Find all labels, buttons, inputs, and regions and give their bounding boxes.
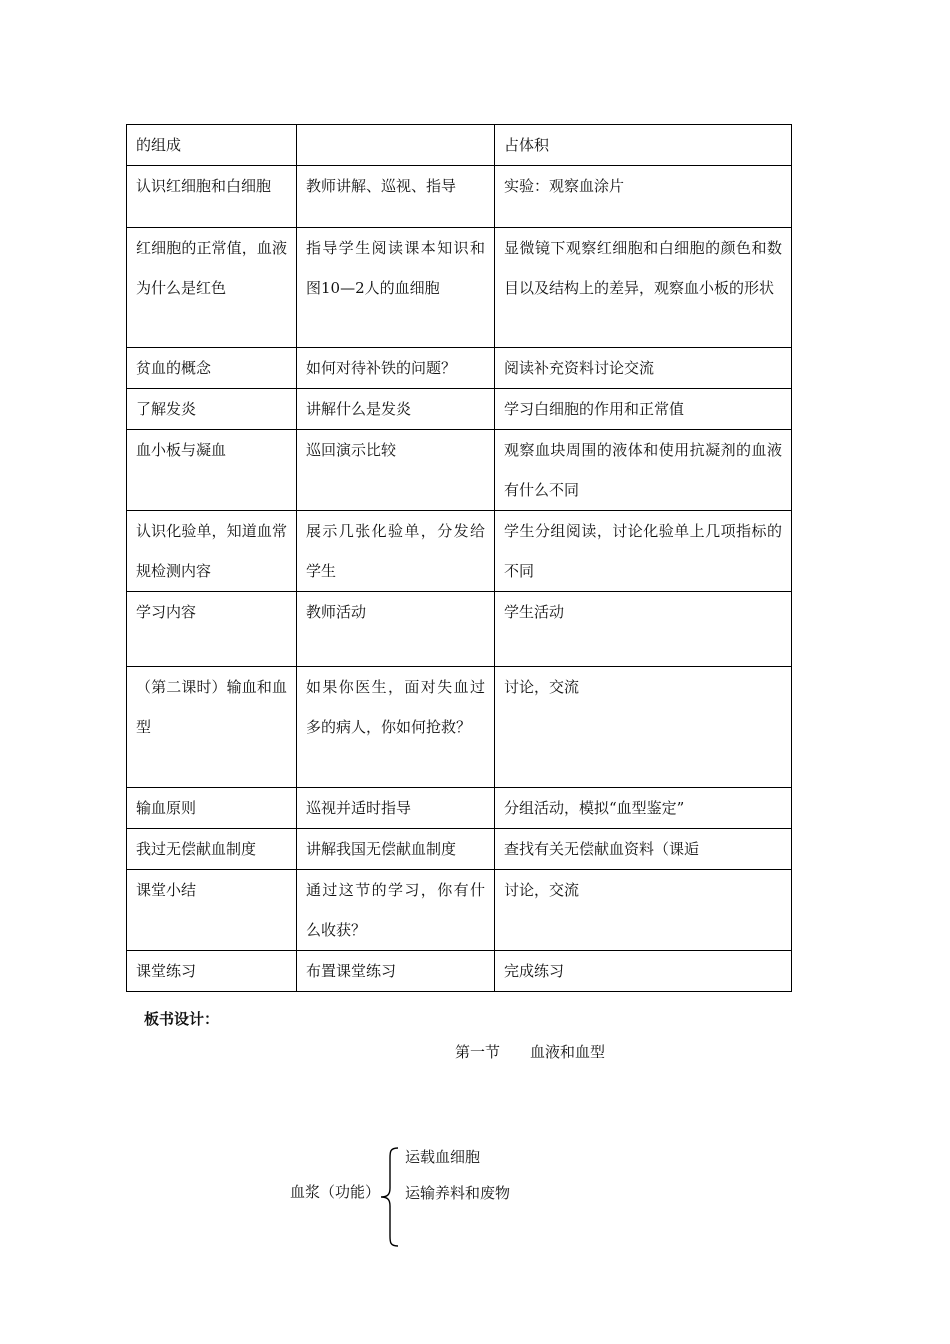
table-cell: 讲解我国无偿献血制度 [297, 829, 495, 870]
board-design-heading: 板书设计： [144, 1010, 220, 1028]
table-cell: 讲解什么是发炎 [297, 389, 495, 430]
plasma-label: 血浆（功能） [290, 1183, 381, 1201]
table-cell: 占体积 [495, 125, 792, 166]
table-cell: 查找有关无偿献血资料（课逅 [495, 829, 792, 870]
plasma-function-1: 运载血细胞 [405, 1148, 481, 1166]
table-cell: 输血原则 [127, 788, 297, 829]
table-cell: 显微镜下观察红细胞和白细胞的颜色和数目以及结构上的差异，观察血小板的形状 [495, 228, 792, 348]
plasma-function-2: 运输养料和废物 [405, 1184, 511, 1202]
table-row [127, 389, 792, 430]
table-row [127, 430, 792, 511]
table-row [127, 870, 792, 951]
table-cell: 通过这节的学习，你有什么收获？ [297, 870, 495, 951]
table-cell: 完成练习 [495, 951, 792, 992]
table-row [127, 829, 792, 870]
table-row [127, 125, 792, 166]
table-cell: 巡回演示比较 [297, 430, 495, 511]
table-cell: 学生分组阅读，讨论化验单上几项指标的不同 [495, 511, 792, 592]
table-cell: 讨论，交流 [495, 667, 792, 788]
table-cell: 如果你医生，面对失血过多的病人，你如何抢救？ [297, 667, 495, 788]
table-cell: 学习内容 [127, 592, 297, 667]
table-row [127, 788, 792, 829]
table-row [127, 511, 792, 592]
table-cell: 的组成 [127, 125, 297, 166]
table-row [127, 166, 792, 228]
table-cell [297, 125, 495, 166]
lesson-plan-table-body [127, 125, 792, 992]
table-cell: 指导学生阅读课本知识和图10—2人的血细胞 [297, 228, 495, 348]
table-cell: 观察血块周围的液体和使用抗凝剂的血液有什么不同 [495, 430, 792, 511]
lesson-plan-table [126, 124, 792, 992]
table-cell: 学习白细胞的作用和正常值 [495, 389, 792, 430]
table-row [127, 228, 792, 348]
table-cell: 课堂练习 [127, 951, 297, 992]
table-cell: 我过无偿献血制度 [127, 829, 297, 870]
table-cell: 布置课堂练习 [297, 951, 495, 992]
table-row [127, 667, 792, 788]
table-cell: 认识化验单，知道血常规检测内容 [127, 511, 297, 592]
table-cell: 实验：观察血涂片 [495, 166, 792, 228]
table-cell: 如何对待补铁的问题？ [297, 348, 495, 389]
table-cell: 教师讲解、巡视、指导 [297, 166, 495, 228]
table-cell: 贫血的概念 [127, 348, 297, 389]
table-cell: 红细胞的正常值，血液为什么是红色 [127, 228, 297, 348]
table-row [127, 592, 792, 667]
table-cell: 教师活动 [297, 592, 495, 667]
table-row [127, 951, 792, 992]
table-cell: （第二课时）输血和血型 [127, 667, 297, 788]
table-cell: 展示几张化验单，分发给学生 [297, 511, 495, 592]
section-title: 第一节 血液和血型 [455, 1043, 606, 1061]
table-cell: 学生活动 [495, 592, 792, 667]
table-cell: 巡视并适时指导 [297, 788, 495, 829]
table-cell: 阅读补充资料讨论交流 [495, 348, 792, 389]
brace-icon [378, 1146, 400, 1248]
table-row [127, 348, 792, 389]
table-cell: 分组活动，模拟“血型鉴定” [495, 788, 792, 829]
table-cell: 血小板与凝血 [127, 430, 297, 511]
table-cell: 课堂小结 [127, 870, 297, 951]
table-cell: 讨论，交流 [495, 870, 792, 951]
table-cell: 认识红细胞和白细胞 [127, 166, 297, 228]
table-cell: 了解发炎 [127, 389, 297, 430]
